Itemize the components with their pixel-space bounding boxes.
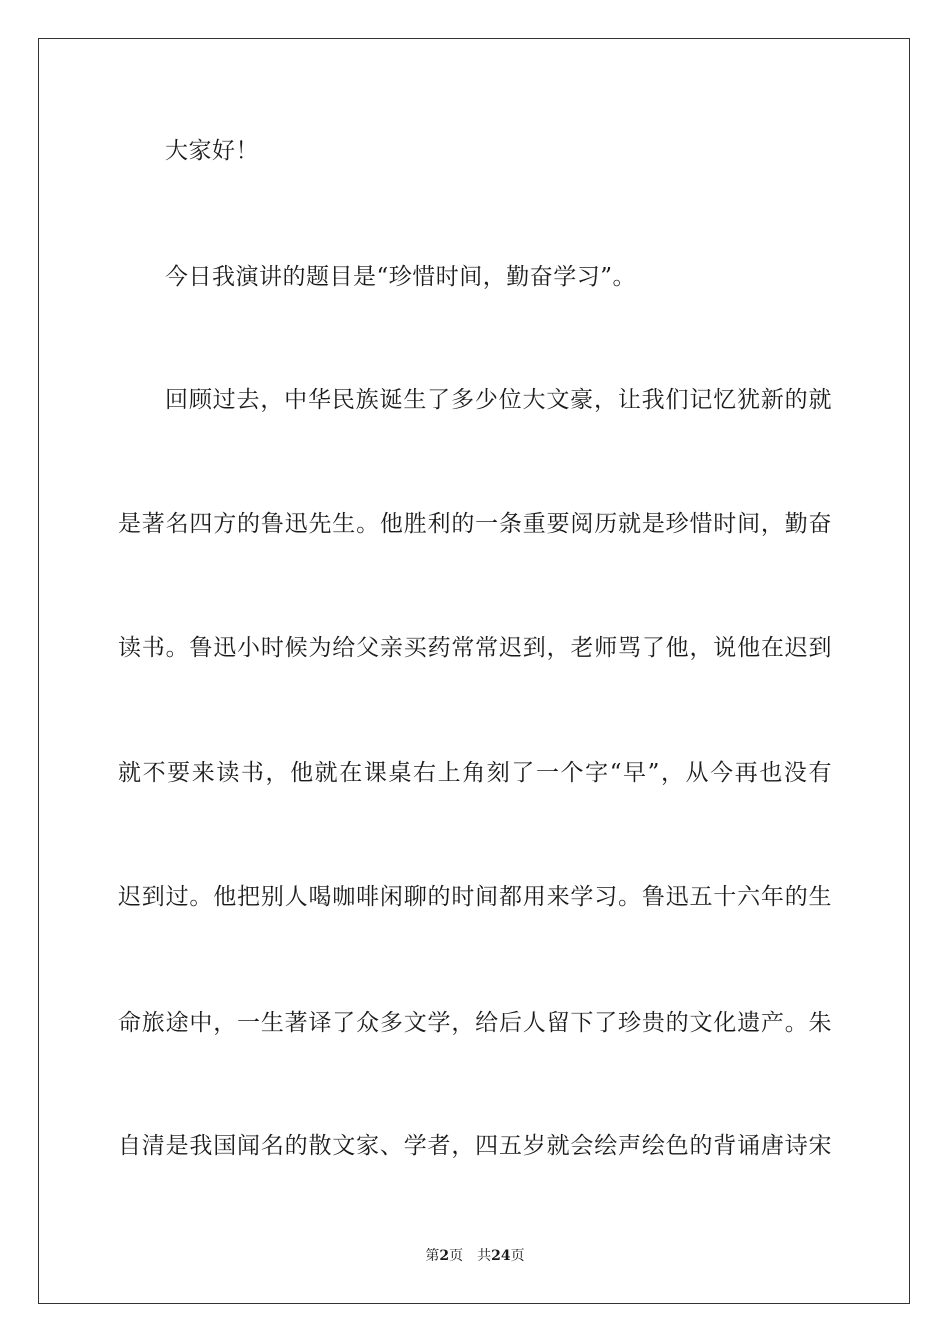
body-line: 自清是我国闻名的散文家、学者，四五岁就会绘声绘色的背诵唐诗宋 bbox=[118, 1133, 832, 1159]
total-pages: 24 bbox=[491, 1248, 511, 1264]
body-line: 迟到过。他把别人喝咖啡闲聊的时间都用来学习。鲁迅五十六年的生 bbox=[118, 884, 832, 910]
body-line: 是著名四方的鲁迅先生。他胜利的一条重要阅历就是珍惜时间，勤奋 bbox=[118, 511, 832, 537]
body-line: 就不要来读书，他就在课桌右上角刻了一个字“早”，从今再也没有 bbox=[118, 760, 832, 786]
greeting-line: 大家好！ bbox=[165, 138, 259, 164]
page-prefix: 第 bbox=[425, 1248, 440, 1264]
total-prefix: 共 bbox=[477, 1248, 492, 1264]
page-border bbox=[38, 38, 910, 1304]
body-line: 命旅途中，一生著译了众多文学，给后人留下了珍贵的文化遗产。朱 bbox=[118, 1010, 832, 1036]
total-suffix: 页 bbox=[510, 1248, 525, 1264]
page-suffix: 页 bbox=[449, 1248, 464, 1264]
body-line: 读书。鲁迅小时候为给父亲买药常常迟到，老师骂了他，说他在迟到 bbox=[118, 635, 832, 661]
topic-line: 今日我演讲的题目是“珍惜时间，勤奋学习”。 bbox=[165, 264, 637, 290]
page-number: 2 bbox=[439, 1248, 450, 1264]
body-line: 回顾过去，中华民族诞生了多少位大文豪，让我们记忆犹新的就 bbox=[165, 387, 832, 413]
page-footer bbox=[0, 1246, 950, 1266]
